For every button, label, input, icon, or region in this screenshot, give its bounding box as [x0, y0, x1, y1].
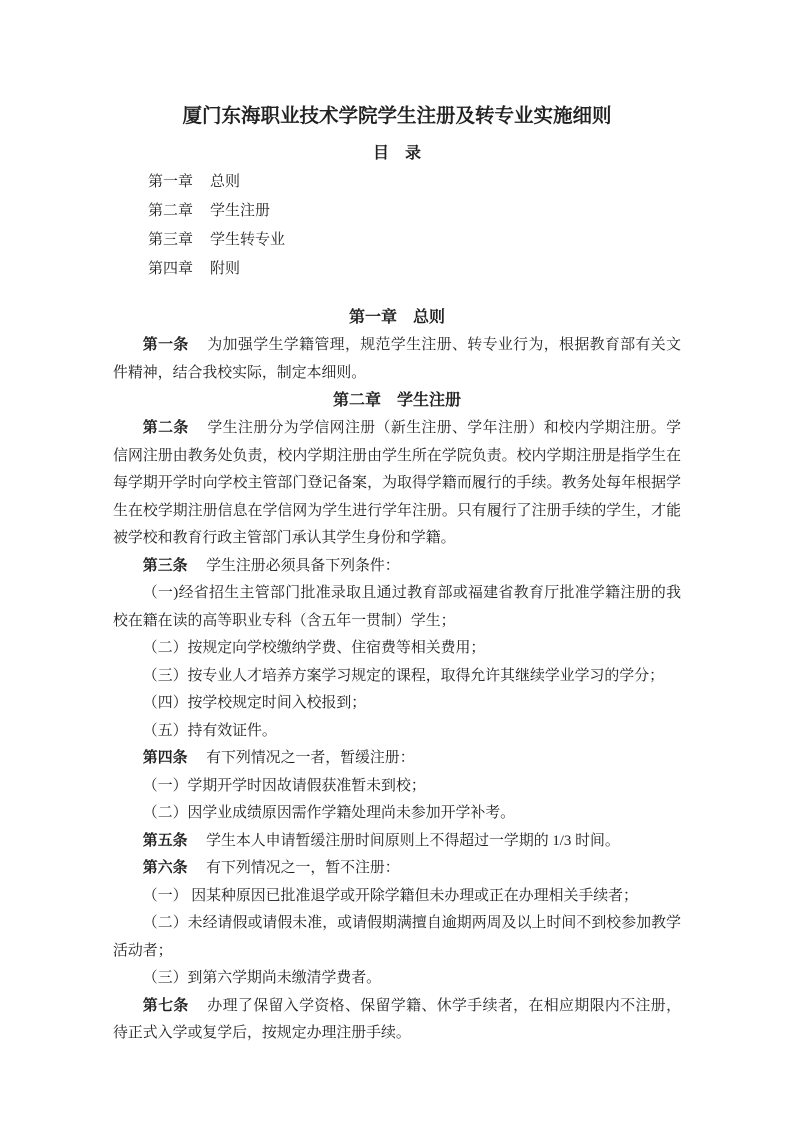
article-paragraph	[113, 855, 681, 883]
toc-item-title: 附则	[210, 261, 241, 277]
article-text: （三）按专业人才培养方案学习规定的课程，取得允许其继续学业学习的学分；	[142, 667, 664, 684]
toc-heading: 目 录	[372, 145, 421, 162]
toc-list	[113, 168, 681, 284]
article-number-label: 第一条	[142, 337, 189, 353]
toc-item-title: 学生注册	[210, 203, 271, 219]
spacer	[113, 284, 681, 304]
article-number-label: 第五条	[142, 832, 188, 849]
toc-item-label: 第三章	[148, 232, 194, 248]
article-paragraph	[113, 828, 681, 856]
article-number-label: 第七条	[142, 997, 189, 1014]
article-text: （二）按规定向学校缴纳学费、住宿费等相关费用；	[142, 640, 486, 656]
document-content	[113, 101, 681, 1048]
toc-item-label: 第四章	[148, 261, 194, 277]
article-text: （一)经省招生主管部门批准录取且通过教育部或福建省教育厅批准学籍注册的我校在籍在读的高等职业专科（含五年一贯制）学生；	[113, 585, 681, 629]
list-item-paragraph	[113, 718, 681, 746]
list-item-paragraph	[113, 800, 681, 828]
toc-item-chapter-4	[113, 255, 681, 284]
article-number-label: 第三条	[142, 557, 188, 574]
toc-item-title: 总则	[210, 174, 241, 190]
article-text: 学生注册分为学信网注册（新生注册、学年注册）和校内学期注册。学信网注册由教务处负责，校内学期注册由学生所在学院负责。校内学期注册是指学生在每学期开学时向学校主管部门登记备案，为取得学籍而履行的手续。教务处每年根据学生在校学期注册信息在学信网为学生进行学年注册。只有履行了注册手续的学生，才能被学校和教育行政主管部门承认其学生身份和学籍。	[113, 420, 681, 546]
article-text: （五）持有效证件。	[142, 722, 277, 739]
article-text: 为加强学生学籍管理，规范学生注册、转专业行为，根据教育部有关文件精神，结合我校实际，制定本细则。	[113, 337, 681, 381]
list-item-paragraph	[113, 663, 681, 691]
list-item-paragraph	[113, 690, 681, 718]
chapter-2-heading: 第二章 学生注册	[332, 392, 461, 409]
article-text: 有下列情况之一者，暂缓注册：	[206, 750, 415, 766]
article-number-label: 第四条	[142, 750, 188, 766]
article-paragraph	[113, 415, 681, 553]
article-number-label: 第六条	[142, 860, 188, 876]
article-text: （一）学期开学时因故请假获准暂未到校；	[142, 777, 426, 794]
article-paragraph	[113, 553, 681, 581]
toc-item-chapter-3	[113, 226, 681, 255]
article-text: 学生本人申请暂缓注册时间原则上不得超过一学期的 1/3 时间。	[206, 832, 620, 849]
article-text: （一） 因某种原因已批准退学或开除学籍但未办理或正在办理相关手续者；	[142, 887, 638, 904]
article-text: 有下列情况之一，暂不注册：	[206, 860, 400, 876]
toc-item-label: 第二章	[148, 203, 194, 219]
chapter-1-heading: 第一章 总则	[348, 309, 445, 326]
list-item-paragraph	[113, 910, 681, 965]
toc-item-title: 学生转专业	[210, 232, 286, 248]
toc-item-label: 第一章	[148, 174, 194, 190]
article-paragraph	[113, 332, 681, 387]
article-text: （二）未经请假或请假未准，或请假期满擅自逾期两周及以上时间不到校参加教学活动者；	[113, 915, 681, 959]
toc-item-chapter-2	[113, 197, 681, 226]
list-item-paragraph	[113, 635, 681, 663]
list-item-paragraph	[113, 580, 681, 635]
article-text: 办理了保留入学资格、保留学籍、休学手续者，在相应期限内不注册，待正式入学或复学后，按规定办理注册手续。	[113, 997, 681, 1041]
article-text: （二）因学业成绩原因需作学籍处理尚未参加开学补考。	[142, 805, 516, 821]
list-item-paragraph	[113, 773, 681, 801]
list-item-paragraph	[113, 965, 681, 993]
article-text: （三）到第六学期尚未缴清学费者。	[142, 970, 382, 986]
article-paragraph	[113, 745, 681, 773]
article-number-label: 第二条	[142, 420, 189, 436]
article-paragraph	[113, 993, 681, 1048]
article-text: （四）按学校规定时间入校报到；	[142, 695, 367, 711]
article-text: 学生注册必须具备下列条件：	[206, 557, 400, 574]
document-title: 厦门东海职业技术学院学生注册及转专业实施细则	[182, 105, 612, 127]
list-item-paragraph	[113, 883, 681, 911]
toc-item-chapter-1	[113, 168, 681, 197]
